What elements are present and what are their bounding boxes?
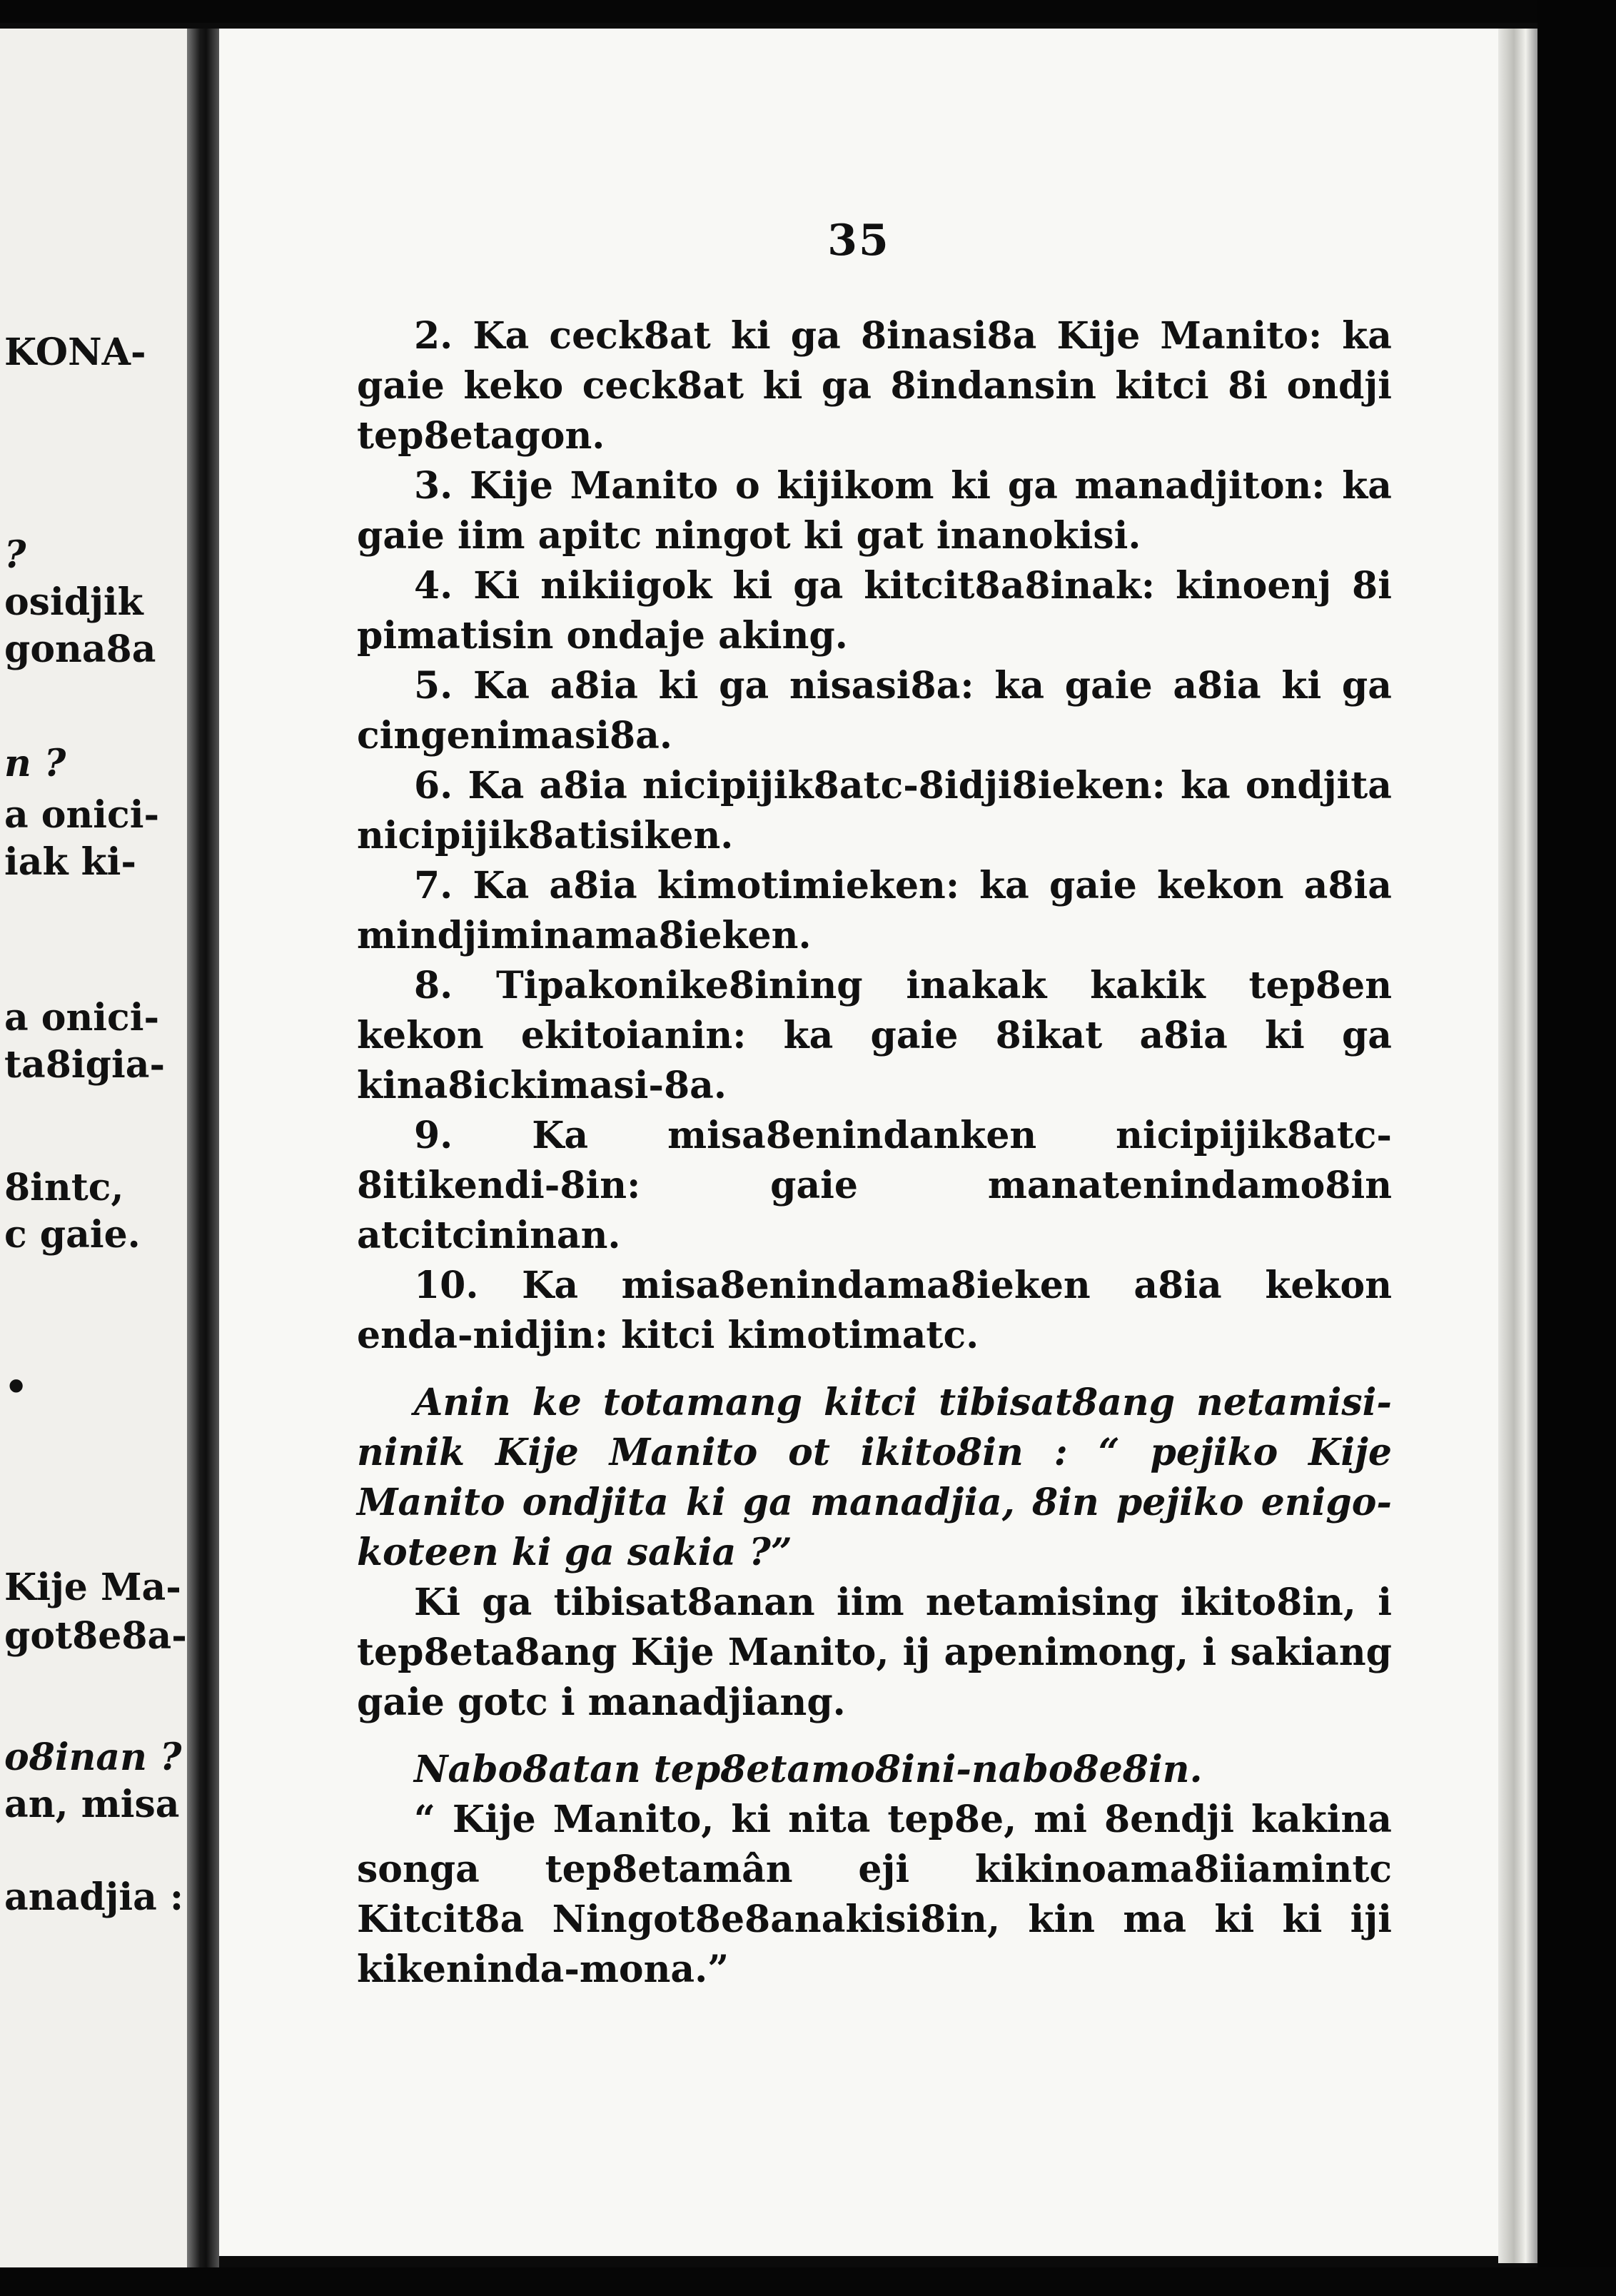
italic-paragraph: Nabo8atan tep8etamo8ini-nabo8e8in. <box>414 1748 1203 1791</box>
scan-border-right <box>1537 0 1616 2296</box>
numbered-paragraph: “ Kije Manito, ki nita tep8e, mi 8endji kakina songa tep8etamân eji kikinoama8iiamintc Kitcit8a Ningot8e8anakisi8in, kin ma ki ki iji kikeninda-mona.” <box>357 1798 1392 1991</box>
left-page-line: got8e8a- <box>4 1614 187 1658</box>
numbered-paragraph: 2. Ka ceck8at ki ga 8inasi8a Kije Manito: ka gaie keko ceck8at ki ga 8indansin kitci 8i ondji tep8etagon. <box>357 314 1392 458</box>
left-page-line: an, misa <box>4 1783 180 1826</box>
numbered-paragraph: 3. Kije Manito o kijikom ki ga manadjiton: ka gaie iim apitc ningot ki gat inanokisi. <box>357 464 1392 558</box>
numbered-paragraph: 10. Ka misa8enindama8ieken a8ia kekon enda-nidjin: kitci kimotimatc. <box>357 1264 1392 1357</box>
left-page-fragment <box>0 29 187 2270</box>
left-page-line: c gaie. <box>4 1213 141 1257</box>
left-page-line: ? <box>4 533 26 577</box>
left-page-line: • <box>4 1366 29 1409</box>
left-page-line: KONA- <box>4 331 146 374</box>
left-page-line: ta8igia- <box>4 1043 166 1087</box>
book-gutter <box>187 29 219 2270</box>
numbered-paragraph: 7. Ka a8ia kimotimieken: ka gaie kekon a8ia mindjiminama8ieken. <box>357 864 1392 957</box>
left-page-line: anadjia : <box>4 1875 184 1919</box>
left-page-line: iak ki- <box>4 840 136 884</box>
left-page-line: gona8a <box>4 628 156 671</box>
left-page-line: o8inan ? <box>4 1736 182 1779</box>
numbered-paragraph: Ki ga tibisat8anan iim netamising ikito8in, i tep8eta8ang Kije Manito, ij apenimong, i sakiang gaie gotc i manadjiang. <box>357 1581 1392 1724</box>
right-page <box>219 29 1498 2256</box>
left-page-line: osidjik <box>4 580 143 624</box>
paragraph-gap <box>357 1361 1392 1378</box>
left-page-line: 8intc, <box>4 1166 124 1209</box>
left-page-line: a onici- <box>4 793 160 837</box>
page-number: 35 <box>827 216 890 266</box>
page-edge-stack <box>1498 29 1537 2263</box>
numbered-paragraph: 4. Ki nikiigok ki ga kitcit8a8inak: kinoenj 8i pimatisin ondaje aking. <box>357 564 1392 658</box>
numbered-paragraph: 8. Tipakonike8ining inakak kakik tep8en kekon ekitoianin: ka gaie 8ikat a8ia ki ga kina8ickimasi-8a. <box>357 964 1392 1107</box>
page-text <box>357 311 1392 1995</box>
numbered-paragraph: 6. Ka a8ia nicipijik8atc-8idji8ieken: ka ondjita nicipijik8atisiken. <box>357 764 1392 857</box>
left-page-line: Kije Ma- <box>4 1566 181 1609</box>
scan-border-top <box>0 0 1616 23</box>
paragraph-gap <box>357 1728 1392 1745</box>
left-page-line: a onici- <box>4 996 160 1039</box>
numbered-paragraph: 9. Ka misa8enindanken nicipijik8atc-8itikendi-8in: gaie manatenindamo8in atcitcininan. <box>357 1114 1392 1257</box>
numbered-paragraph: 5. Ka a8ia ki ga nisasi8a: ka gaie a8ia ki ga cingenimasi8a. <box>357 664 1392 757</box>
left-page-line: n ? <box>4 742 66 785</box>
italic-paragraph: Anin ke totamang kitci tibisat8ang netamisi-ninik Kije Manito ot ikito8in : “ pejiko Kije Manito ondjita ki ga manadjia, 8in pejiko enigo-koteen ki ga sakia ?” <box>357 1381 1392 1574</box>
scan-border-bottom <box>0 2267 1616 2296</box>
